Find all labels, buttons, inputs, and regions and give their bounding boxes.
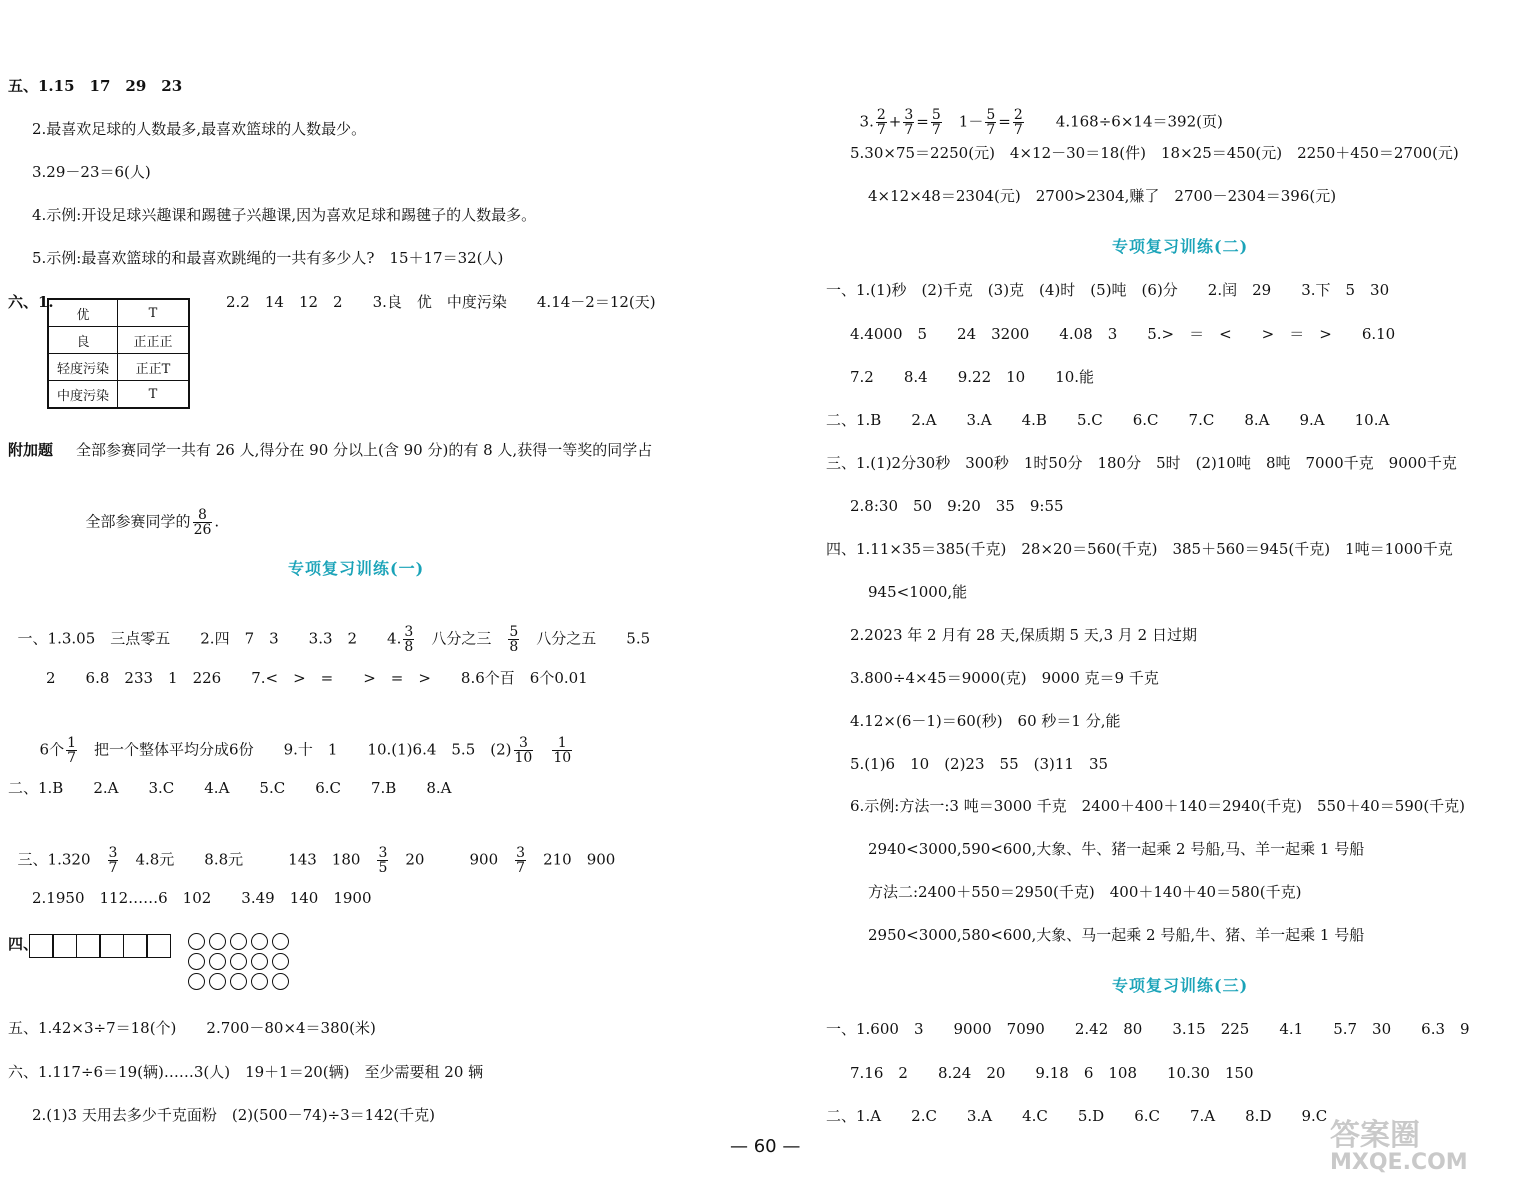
l-s5-2: 2.最喜欢足球的人数最多,最喜欢篮球的人数最少。: [32, 120, 367, 138]
r2-line: 6.示例:方法一:3 吨＝3000 千克 2400＋400＋140＝2940(千克) 550＋40＝590(千克): [850, 797, 1466, 815]
square-boxes: [30, 934, 171, 958]
fraction: $\frac{5}{8}$: [509, 624, 519, 655]
circle: [188, 973, 205, 990]
r2-line: 三、1.(1)2分30秒 300秒 1时50分 180分 5时 (2)10吨 8吨 7000千克 9000千克: [826, 454, 1457, 472]
square-box: [123, 934, 148, 958]
square-box: [29, 934, 54, 958]
fraction: $\frac{1}{7}$: [67, 735, 77, 766]
tally-cell: T: [118, 381, 190, 409]
r2-line: 4.4000 5 24 3200 4.08 3 5.> ＝ < > ＝ > 6.10: [850, 325, 1396, 343]
circle: [209, 973, 226, 990]
tally-cell: 正正正: [118, 327, 190, 354]
circle: [230, 953, 247, 970]
l-r3: 6个 $\frac{1}{7}$ 把一个整体平均分成6份 9.十 1 10.(1)6.4 5.5 (2) $\frac{3}{10}$ $\frac{1}{10}$: [39, 735, 572, 766]
fraction: $\frac{2}{7}$: [1013, 107, 1023, 138]
r-r3: 4×12×48＝2304(元) 2700>2304,赚了 2700－2304＝396(元): [868, 187, 1337, 205]
circle-grid: [188, 933, 293, 990]
r-r1: 3. $\frac{2}{7}$ + $\frac{3}{7}$ = $\frac{5}{7}$ 1－ $\frac{5}{7}$ = $\frac{2}{7}$ 4.168÷6×14＝392(页): [859, 107, 1223, 138]
tally-cell: 轻度污染: [48, 354, 118, 381]
r3-line: 7.16 2 8.24 20 9.18 6 108 10.30 150: [850, 1064, 1254, 1082]
r2-line: 7.2 8.4 9.22 10 10.能: [850, 368, 1095, 386]
fraction: $\frac{3}{7}$: [904, 107, 914, 138]
l-r8: 六、1.117÷6＝19(辆)……3(人) 19＋1＝20(辆) 至少需要租 20 辆: [8, 1063, 484, 1081]
circle: [209, 933, 226, 950]
square-box: [52, 934, 77, 958]
circle: [272, 973, 289, 990]
l-r7: 五、1.42×3÷7＝18(个) 2.700－80×4＝380(米): [8, 1019, 376, 1037]
tally-cell: 中度污染: [48, 381, 118, 409]
circle: [230, 933, 247, 950]
watermark-url: MXQE.COM: [1330, 1150, 1468, 1175]
l-r4: 二、1.B 2.A 3.C 4.A 5.C 6.C 7.B 8.A: [8, 779, 452, 797]
tally-cell: 正正T: [118, 354, 190, 381]
section-title-1: 专项复习训练(一): [288, 559, 425, 578]
bonus-line1: 全部参赛同学一共有 26 人,得分在 90 分以上(含 90 分)的有 8 人,获得一等奖的同学占: [76, 441, 653, 459]
fraction: $\frac{3}{7}$: [108, 845, 118, 876]
l-s6-prefix: 六、1.: [8, 293, 54, 311]
fraction: $\frac{3}{8}$: [404, 624, 414, 655]
tally-cell: 优: [48, 299, 118, 327]
square-box: [146, 934, 171, 958]
tally-cell: T: [118, 299, 190, 327]
tally-row: [48, 327, 189, 354]
section-title-3: 专项复习训练(三): [1112, 976, 1249, 995]
fraction: $\frac{2}{7}$: [876, 107, 886, 138]
l-r5: 三、1.320 $\frac{3}{7}$ 4.8元 8.8元 143 180 $\frac{3}{5}$ 20 900 $\frac{3}{7}$ 210 900: [17, 845, 616, 876]
r2-line: 3.800÷4×45＝9000(克) 9000 克＝9 千克: [850, 669, 1159, 687]
r2-line: 方法二:2400＋550＝2950(千克) 400＋140＋40＝580(千克): [868, 883, 1302, 901]
r2-line: 5.(1)6 10 (2)23 55 (3)11 35: [850, 755, 1109, 773]
circle: [251, 933, 268, 950]
l-s6-rest: 2.2 14 12 2 3.良 优 中度污染 4.14－2＝12(天): [226, 293, 656, 311]
watermark-logo: 答案圈: [1330, 1118, 1420, 1153]
l-s5-1: 五、1.15 17 29 23: [8, 77, 183, 95]
r2-line: 945<1000,能: [868, 583, 968, 601]
circle: [272, 953, 289, 970]
fraction: $\frac{5}{7}$: [986, 107, 996, 138]
circle: [209, 953, 226, 970]
tally-table: [47, 298, 190, 409]
tally-cell: 良: [48, 327, 118, 354]
l-s5-4: 4.示例:开设足球兴趣课和踢毽子兴趣课,因为喜欢足球和踢毽子的人数最多。: [32, 206, 537, 224]
square-box: [76, 934, 101, 958]
page-number: — 60 —: [730, 1136, 801, 1157]
r2-line: 4.12×(6－1)＝60(秒) 60 秒＝1 分,能: [850, 712, 1121, 730]
square-box: [99, 934, 124, 958]
bonus-label: 附加题: [8, 441, 54, 459]
r2-line: 2.8:30 50 9:20 35 9:55: [850, 497, 1064, 515]
circle: [188, 933, 205, 950]
l-r2: 2 6.8 233 1 226 7.< > = > = > 8.6个百 6个0.01: [46, 669, 588, 687]
r3-line: 一、1.600 3 9000 7090 2.42 80 3.15 225 4.1 5.7 30 6.3 9: [826, 1020, 1470, 1038]
watermark: [1330, 1110, 1468, 1175]
fraction: $\frac{1}{10}$: [553, 735, 572, 766]
circle: [251, 973, 268, 990]
fraction: $\frac{8}{26}$: [193, 507, 212, 538]
l-r9: 2.(1)3 天用去多少千克面粉 (2)(500－74)÷3＝142(千克): [32, 1106, 435, 1124]
r2-line: 一、1.(1)秒 (2)千克 (3)克 (4)时 (5)吨 (6)分 2.闰 29 3.下 5 30: [826, 281, 1390, 299]
circle: [251, 953, 268, 970]
l-s4-prefix: 四、: [8, 935, 39, 953]
l-r1: 一、1.3.05 三点零五 2.四 7 3 3.3 2 4. $\frac{3}{8}$ 八分之三 $\frac{5}{8}$ 八分之五 5.5: [17, 624, 651, 655]
tally-row: [48, 381, 189, 409]
l-s5-5: 5.示例:最喜欢篮球的和最喜欢跳绳的一共有多少人? 15＋17＝32(人): [32, 249, 504, 267]
r2-line: 2950<3000,580<600,大象、马一起乘 2 号船,牛、猪、羊一起乘 1 号船: [868, 926, 1365, 944]
circle: [230, 973, 247, 990]
l-r6: 2.1950 112……6 102 3.49 140 1900: [32, 889, 372, 907]
r-r2: 5.30×75＝2250(元) 4×12－30＝18(件) 18×25＝450(元) 2250＋450＝2700(元): [850, 144, 1459, 162]
fraction: $\frac{5}{7}$: [931, 107, 941, 138]
circle: [272, 933, 289, 950]
circle: [188, 953, 205, 970]
r2-line: 2940<3000,590<600,大象、牛、猪一起乘 2 号船,马、羊一起乘 1 号船: [868, 840, 1365, 858]
r3-line: 二、1.A 2.C 3.A 4.C 5.D 6.C 7.A 8.D 9.C: [826, 1107, 1328, 1125]
r2-line: 2.2023 年 2 月有 28 天,保质期 5 天,3 月 2 日过期: [850, 626, 1197, 644]
section-title-2: 专项复习训练(二): [1112, 237, 1249, 256]
fraction: $\frac{3}{10}$: [514, 735, 533, 766]
bonus-line2: 全部参赛同学的 $\frac{8}{26}$ .: [85, 507, 220, 538]
r2-line: 二、1.B 2.A 3.A 4.B 5.C 6.C 7.C 8.A 9.A 10.A: [826, 411, 1390, 429]
fraction: $\frac{3}{7}$: [516, 845, 526, 876]
r2-line: 四、1.11×35＝385(千克) 28×20＝560(千克) 385＋560＝945(千克) 1吨＝1000千克: [826, 540, 1453, 558]
l-s5-3: 3.29－23＝6(人): [32, 163, 151, 181]
tally-row: [48, 354, 189, 381]
tally-row: [48, 299, 189, 327]
fraction: $\frac{3}{5}$: [378, 845, 388, 876]
